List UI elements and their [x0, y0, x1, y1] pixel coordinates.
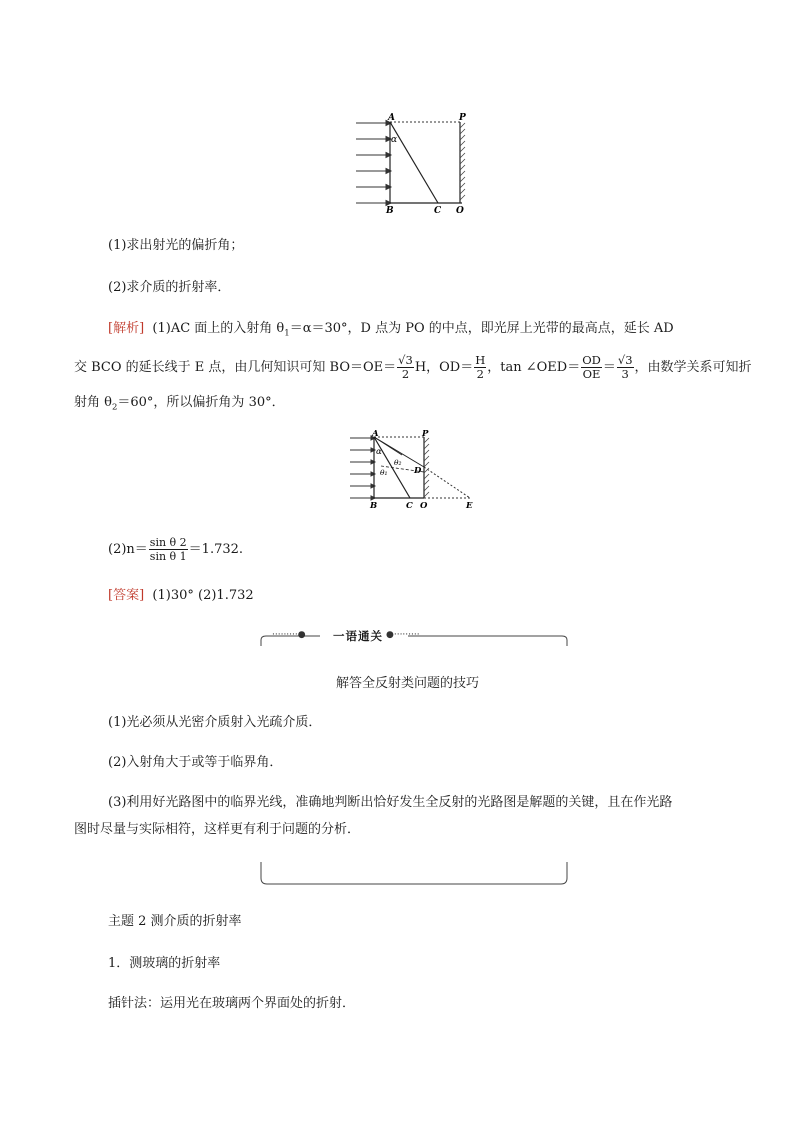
question-1: (1)求出射光的偏折角； [108, 238, 244, 253]
incoming-rays [356, 121, 391, 206]
answer-tag: [答案] [108, 588, 145, 603]
fraction-od-over-oe: $\frac{OD}{OE}$ [582, 353, 601, 381]
label-theta1: θ₁ [380, 468, 388, 477]
tips-item-2: (2)入射角大于或等于临界角． [108, 755, 283, 770]
label-p: P [422, 429, 429, 439]
label-alpha: α [376, 447, 382, 457]
incoming-rays [350, 436, 375, 500]
topic-heading: 主题 2 测介质的折射率 [108, 914, 242, 929]
analysis-line-3: 射角 $\theta_2=60^\circ$，所以偏折角为 30°． [74, 395, 285, 413]
analysis-line-2: 交 BCO 的延长线于 E 点，由几何知识可知 BO＝OE＝ $\frac{√3}{2}$ H，OD＝ $\frac{H}{2}$ ，tan ∠OED＝ $\frac{OD}{OE}$ ＝ $\frac{√3}{3}$ ，由数学关系可知折 [74, 353, 752, 381]
sin-ratio-fraction: $\frac{\text{sin θ 2}}{\text{sin θ 1}}$ [149, 536, 187, 563]
fraction-sqrt3-over-3: $\frac{√3}{3}$ [617, 353, 633, 381]
label-d: D [414, 466, 422, 476]
topic-subheading: 1．测玻璃的折射率 [108, 956, 221, 971]
label-o: O [456, 206, 464, 216]
banner-dots-left: ·········● [272, 630, 306, 640]
extension-de [424, 467, 470, 498]
label-c: C [434, 206, 442, 216]
refractive-index-formula: (2)n＝ $\frac{\text{sin θ 2}}{\text{sin θ 1}}$ ＝1.732. [108, 536, 244, 563]
answer-text: (1)30° (2)1.732 [152, 588, 254, 603]
label-c: C [406, 501, 413, 510]
label-a: A [388, 113, 395, 123]
label-b: B [370, 501, 378, 510]
tips-box-frame [258, 626, 570, 888]
tips-banner: 一语通关 [333, 629, 383, 643]
label-theta2: θ₂ [394, 458, 402, 467]
topic-method: 插针法：运用光在玻璃两个界面处的折射． [108, 996, 356, 1011]
label-b: B [386, 206, 394, 216]
question-2: (2)求介质的折射率． [108, 280, 231, 295]
answer-line [108, 586, 254, 606]
tips-title: 解答全反射类问题的技巧 [336, 676, 480, 691]
analysis-tag: [解析] [108, 321, 145, 336]
prism-edge-ac [390, 122, 438, 203]
fraction-sqrt3-over-2: $\frac{√3}{2}$ [398, 353, 413, 381]
label-o: O [420, 501, 428, 510]
tips-item-1: (1)光必须从光密介质射入光疏介质． [108, 715, 322, 730]
figure-prism-diagram-1 [352, 112, 482, 218]
tips-item-3-line-2: 图时尽量与实际相符，这样更有利于问题的分析． [74, 822, 361, 837]
label-a: A [372, 429, 379, 439]
screen-hatching [460, 123, 465, 200]
analysis-line-1: [解析] (1)AC 面上的入射角 $\theta_1=\alpha=30^\circ$，D 点为 PO 的中点，即光屏上光带的最高点，延长 AD [108, 321, 674, 339]
label-e: E [466, 501, 473, 510]
banner-dots-right: ●········· [386, 630, 420, 640]
label-alpha: α [391, 135, 398, 145]
tips-item-3-line-1: (3)利用好光路图中的临界光线，准确地判断出恰好发生全反射的光路图是解题的关键，且在作光路 [108, 795, 673, 810]
label-p: P [459, 113, 466, 123]
figure-prism-diagram-2 [344, 428, 478, 510]
fraction-h-over-2: $\frac{H}{2}$ [475, 353, 486, 381]
